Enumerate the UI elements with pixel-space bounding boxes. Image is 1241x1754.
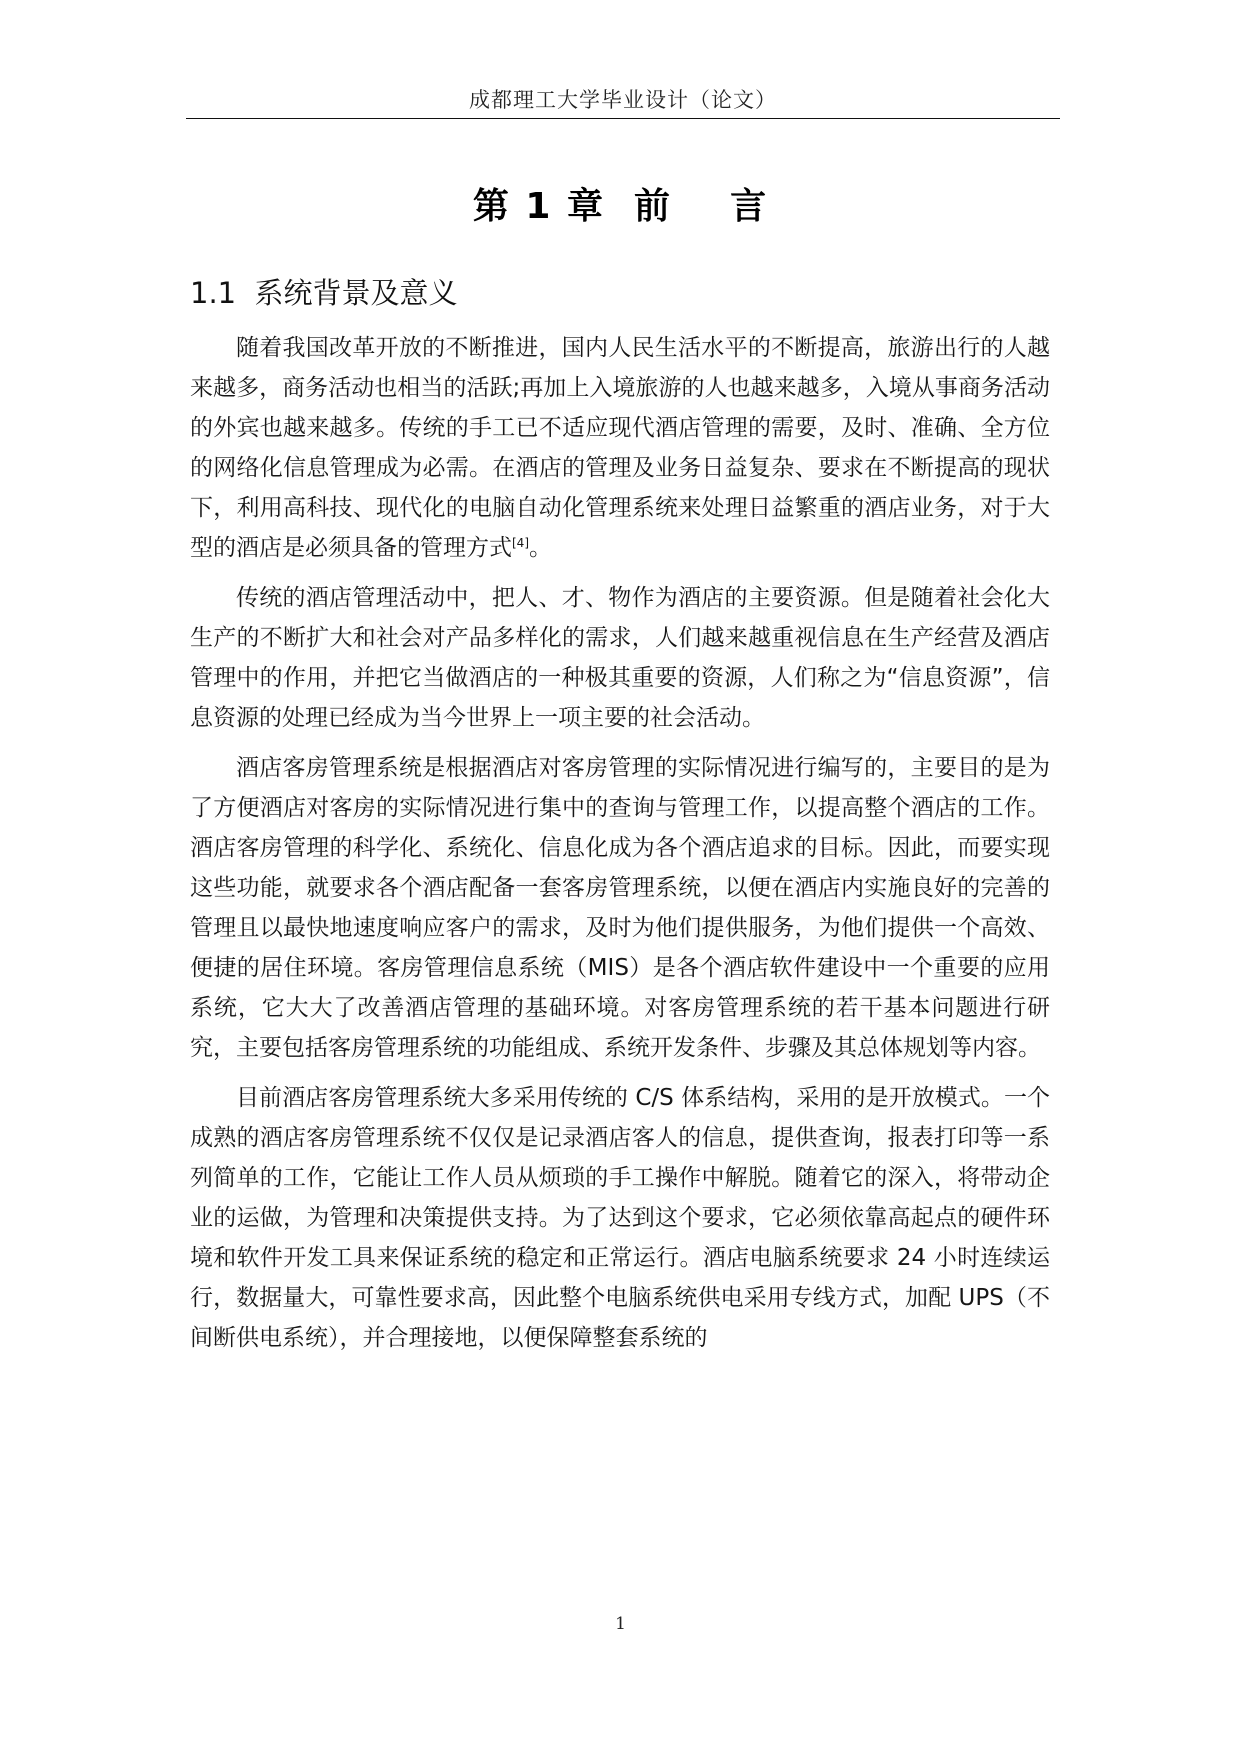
running-header: 成都理工大学毕业设计（论文） (469, 88, 777, 112)
page-number: 1 (615, 1614, 626, 1634)
paragraph-2: 传统的酒店管理活动中，把人、才、物作为酒店的主要资源。但是随着社会化大生产的不断扩大和社会对产品多样化的需求，人们越来越重视信息在生产经营及酒店管理中的作用，并把它当做酒店的一种极其重要的资源，人们称之为“信息资源”，信息资源的处理已经成为当今世界上一项主要的社会活动。 (190, 585, 1050, 731)
paragraph-4: 目前酒店客房管理系统大多采用传统的 C/S 体系结构，采用的是开放模式。一个成熟的酒店客房管理系统不仅仅是记录酒店客人的信息，提供查询，报表打印等一系列简单的工作，它能让工作人员从烦琐的手工操作中解脱。随着它的深入，将带动企业的运做，为管理和决策提供支持。为了达到这个要求，它必须依靠高起点的硬件环境和软件开发工具来保证系统的稳定和正常运行。酒店电脑系统要求 24 小时连续运行，数据量大，可靠性要求高，因此整个电脑系统供电采用专线方式，加配 UPS（不间断供电系统），并合理接地，以便保障整套系统的 (190, 1085, 1050, 1351)
paragraph-text: 随着我国改革开放的不断推进，国内人民生活水平的不断提高，旅游出行的人越来越多，商务活动也相当的活跃;再加上入境旅游的人也越来越多，入境从事商务活动的外宾也越来越多。传统的手工已不适应现代酒店管理的需要，及时、准确、全方位的网络化信息管理成为必需。在酒店的管理及业务日益复杂、要求在不断提高的现状下，利用高科技、现代化的电脑自动化管理系统来处理日益繁重的酒店业务，对于大型的酒店是必须具备的管理方式 (190, 335, 1050, 561)
chapter-title: 第 1 章 前 言 (472, 186, 769, 227)
paragraph-1 (190, 328, 1050, 568)
paragraph-3: 酒店客房管理系统是根据酒店对客房管理的实际情况进行编写的，主要目的是为了方便酒店对客房的实际情况进行集中的查询与管理工作，以提高整个酒店的工作。酒店客房管理的科学化、系统化、信息化成为各个酒店追求的目标。因此，而要实现这些功能，就要求各个酒店配备一套客房管理系统，以便在酒店内实施良好的完善的管理且以最快地速度响应客户的需求，及时为他们提供服务，为他们提供一个高效、便捷的居住环境。客房管理信息系统（MIS）是各个酒店软件建设中一个重要的应用系统，它大大了改善酒店管理的基础环境。对客房管理系统的若干基本问题进行研究，主要包括客房管理系统的功能组成、系统开发条件、步骤及其总体规划等内容。 (190, 755, 1050, 1061)
citation-marker: [4] (512, 536, 529, 550)
section-heading: 1.1 系统背景及意义 (190, 276, 458, 310)
body-text (190, 328, 1050, 1368)
paragraph-tail: 。 (529, 535, 552, 561)
header-rule (186, 118, 1060, 119)
